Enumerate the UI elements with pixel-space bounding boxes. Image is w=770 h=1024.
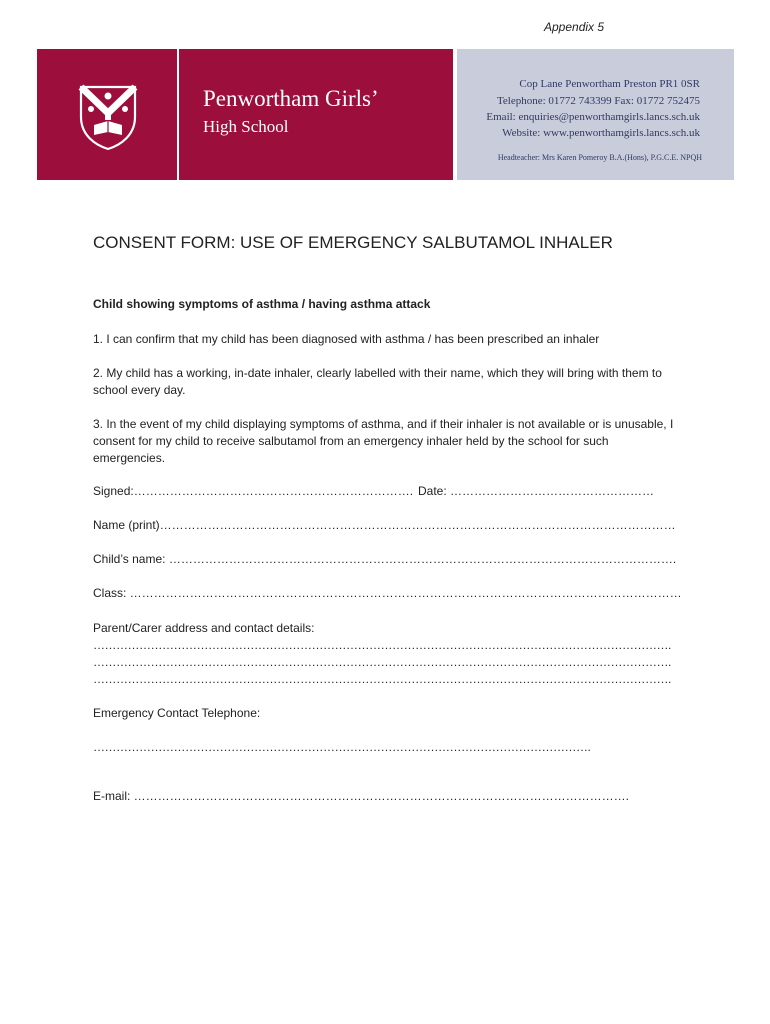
consent-statement-1: 1. I can confirm that my child has been diagnosed with asthma / has been prescribed an inhaler: [93, 332, 600, 346]
letterhead-contact-panel: [457, 49, 734, 180]
address-line-2[interactable]: …………………………………………………………………………………………………………………………………….: [93, 655, 671, 669]
school-name-subtitle: High School: [203, 117, 289, 136]
school-name: Penwortham Girls’: [203, 86, 379, 111]
emergency-telephone-field[interactable]: ………………………………………………………………………………………………………………….: [93, 740, 591, 754]
school-address: Cop Lane Penwortham Preston PR1 0SR: [519, 78, 700, 90]
form-subheading: Child showing symptoms of asthma / having asthma attack: [93, 297, 431, 311]
banner-divider: [177, 49, 179, 180]
address-label: Parent/Carer address and contact details:: [93, 621, 315, 635]
school-website: Website: www.penworthamgirls.lancs.sch.uk: [502, 127, 700, 139]
name-print-field[interactable]: Name (print)…………………………………………………………………………………………………………………: [93, 518, 676, 532]
school-telephone: Telephone: 01772 743399 Fax: 01772 752475: [496, 95, 700, 107]
signed-field[interactable]: Signed:…………………………………………………………….: [93, 484, 414, 498]
form-title: CONSENT FORM: USE OF EMERGENCY SALBUTAMOL INHALER: [93, 233, 613, 252]
consent-statement-3: 3. In the event of my child displaying symptoms of asthma, and if their inhaler is not available or is unusable, I consent for my child to receive salbutamol from an emergency inhaler held by the school for such emergencies.: [93, 417, 674, 465]
headteacher-line: Headteacher: Mrs Karen Pomeroy B.A.(Hons), P.G.C.E. NPQH: [497, 153, 702, 162]
school-email: Email: enquiries@penworthamgirls.lancs.sch.uk: [486, 111, 700, 123]
date-field[interactable]: Date: ……………………………………………: [418, 484, 655, 498]
address-line-1[interactable]: …………………………………………………………………………………………………………………………………….: [93, 638, 671, 652]
class-field[interactable]: Class: …………………………………………………………………………………………………………………………: [93, 586, 682, 600]
letterhead-brand-panel: [37, 49, 453, 180]
emergency-telephone-label: Emergency Contact Telephone:: [93, 706, 261, 720]
address-line-3[interactable]: …………………………………………………………………………………………………………………………………….: [93, 672, 671, 686]
consent-statement-2: 2. My child has a working, in-date inhaler, clearly labelled with their name, which they will bring with them to school every day.: [93, 366, 662, 397]
email-field[interactable]: E-mail: …………………………………………………………………………………………………………….: [93, 789, 630, 803]
school-crest-icon: [77, 83, 139, 151]
child-name-field[interactable]: Child’s name: ……………………………………………………………………………………………………………….: [93, 552, 677, 566]
appendix-label: Appendix 5: [544, 20, 605, 34]
letterhead-banner: [37, 49, 734, 180]
